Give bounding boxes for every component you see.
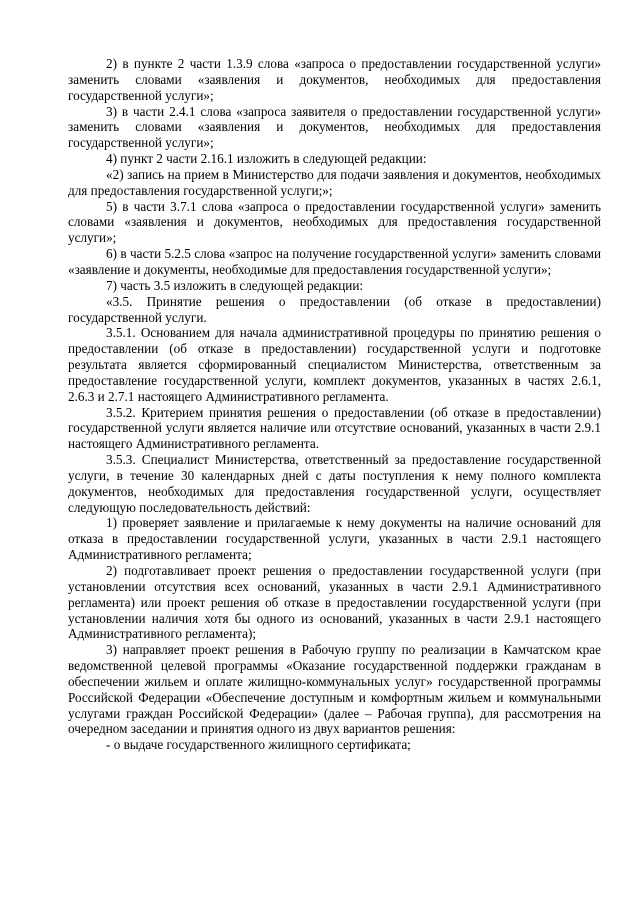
document-page xyxy=(68,56,601,753)
paragraph-action-1: 1) проверяет заявление и прилагаемые к нему документы на наличие оснований для отказа в предоставлении государственной услуги, указанных в части 2.9.1 настоящего Административного регламента; xyxy=(68,515,601,563)
paragraph-item-6: 6) в части 5.2.5 слова «запрос на получение государственной услуги» заменить словами «заявление и документы, необходимые для предоставления государственной услуги»; xyxy=(68,246,601,277)
paragraph-section-3-5-1: 3.5.1. Основанием для начала административной процедуры по принятию решения о предоставлении (об отказе в предоставлении) государственной услуги и подготовке результата является сформированный специалистом Министерства, ответственным за предоставление государственной услуги, комплект документов, указанных в частях 2.6.1, 2.6.3 и 2.7.1 настоящего Административного регламента. xyxy=(68,325,601,404)
paragraph-item-2: 2) в пункте 2 части 1.3.9 слова «запроса о предоставлении государственной услуги» заменить словами «заявления и документов, необходимых для предоставления государственной услуги»; xyxy=(68,56,601,103)
paragraph-section-3-5: «3.5. Принятие решения о предоставлении (об отказе в предоставлении) государственной услуги. xyxy=(68,293,601,325)
paragraph-section-3-5-3: 3.5.3. Специалист Министерства, ответственный за предоставление государственной услуги, в течение 30 календарных дней с даты поступления к нему полного комплекта документов, необходимых для предоставления государственной услуги, осуществляет следующую последовательность действий: xyxy=(68,452,601,515)
paragraph-item-5: 5) в части 3.7.1 слова «запроса о предоставлении государственной услуги» заменить словами «заявления и документов, необходимых для предоставления государственной услуги»; xyxy=(68,198,601,246)
paragraph-action-2: 2) подготавливает проект решения о предоставлении государственной услуги (при установлении отсутствия всех оснований, указанных в части 2.9.1 Административного регламента) или проект решения об отказе в предоставлении государственной услуги (при установлении наличия хотя бы одного из оснований, указанных в части 2.9.1 настоящего Административного регламента); xyxy=(68,563,601,642)
paragraph-quote-2-16-1: «2) запись на прием в Министерство для подачи заявления и документов, необходимых для предоставления государственной услуги;»; xyxy=(68,166,601,198)
paragraph-option-certificate: - о выдаче государственного жилищного сертификата; xyxy=(106,737,411,753)
paragraph-section-3-5-2: 3.5.2. Критерием принятия решения о предоставлении (об отказе в предоставлении) государственной услуги является наличие или отсутствие оснований, указанных в части 2.9.1 настоящего Административного регламента. xyxy=(68,404,601,452)
paragraph-item-7: 7) часть 3.5 изложить в следующей редакции: xyxy=(106,277,364,293)
paragraph-action-3: 3) направляет проект решения в Рабочую группу по реализации в Камчатском крае ведомственной целевой программы «Оказание государственной поддержки гражданам в обеспечении жильем и оплате жилищно-коммунальных услуг» государственной программы Российской Федерации «Обеспечение доступным и комфортным жильем и коммунальными услугами граждан Российской Федерации» (далее – Рабочая группа), для рассмотрения на очередном заседании и принятия одного из двух вариантов решения: xyxy=(68,642,601,737)
paragraph-item-3: 3) в части 2.4.1 слова «запроса заявителя о предоставлении государственной услуги» заменить словами «заявления и документов, необходимых для предоставления государственной услуги»; xyxy=(68,103,601,151)
paragraph-item-4: 4) пункт 2 части 2.16.1 изложить в следующей редакции: xyxy=(106,151,427,167)
